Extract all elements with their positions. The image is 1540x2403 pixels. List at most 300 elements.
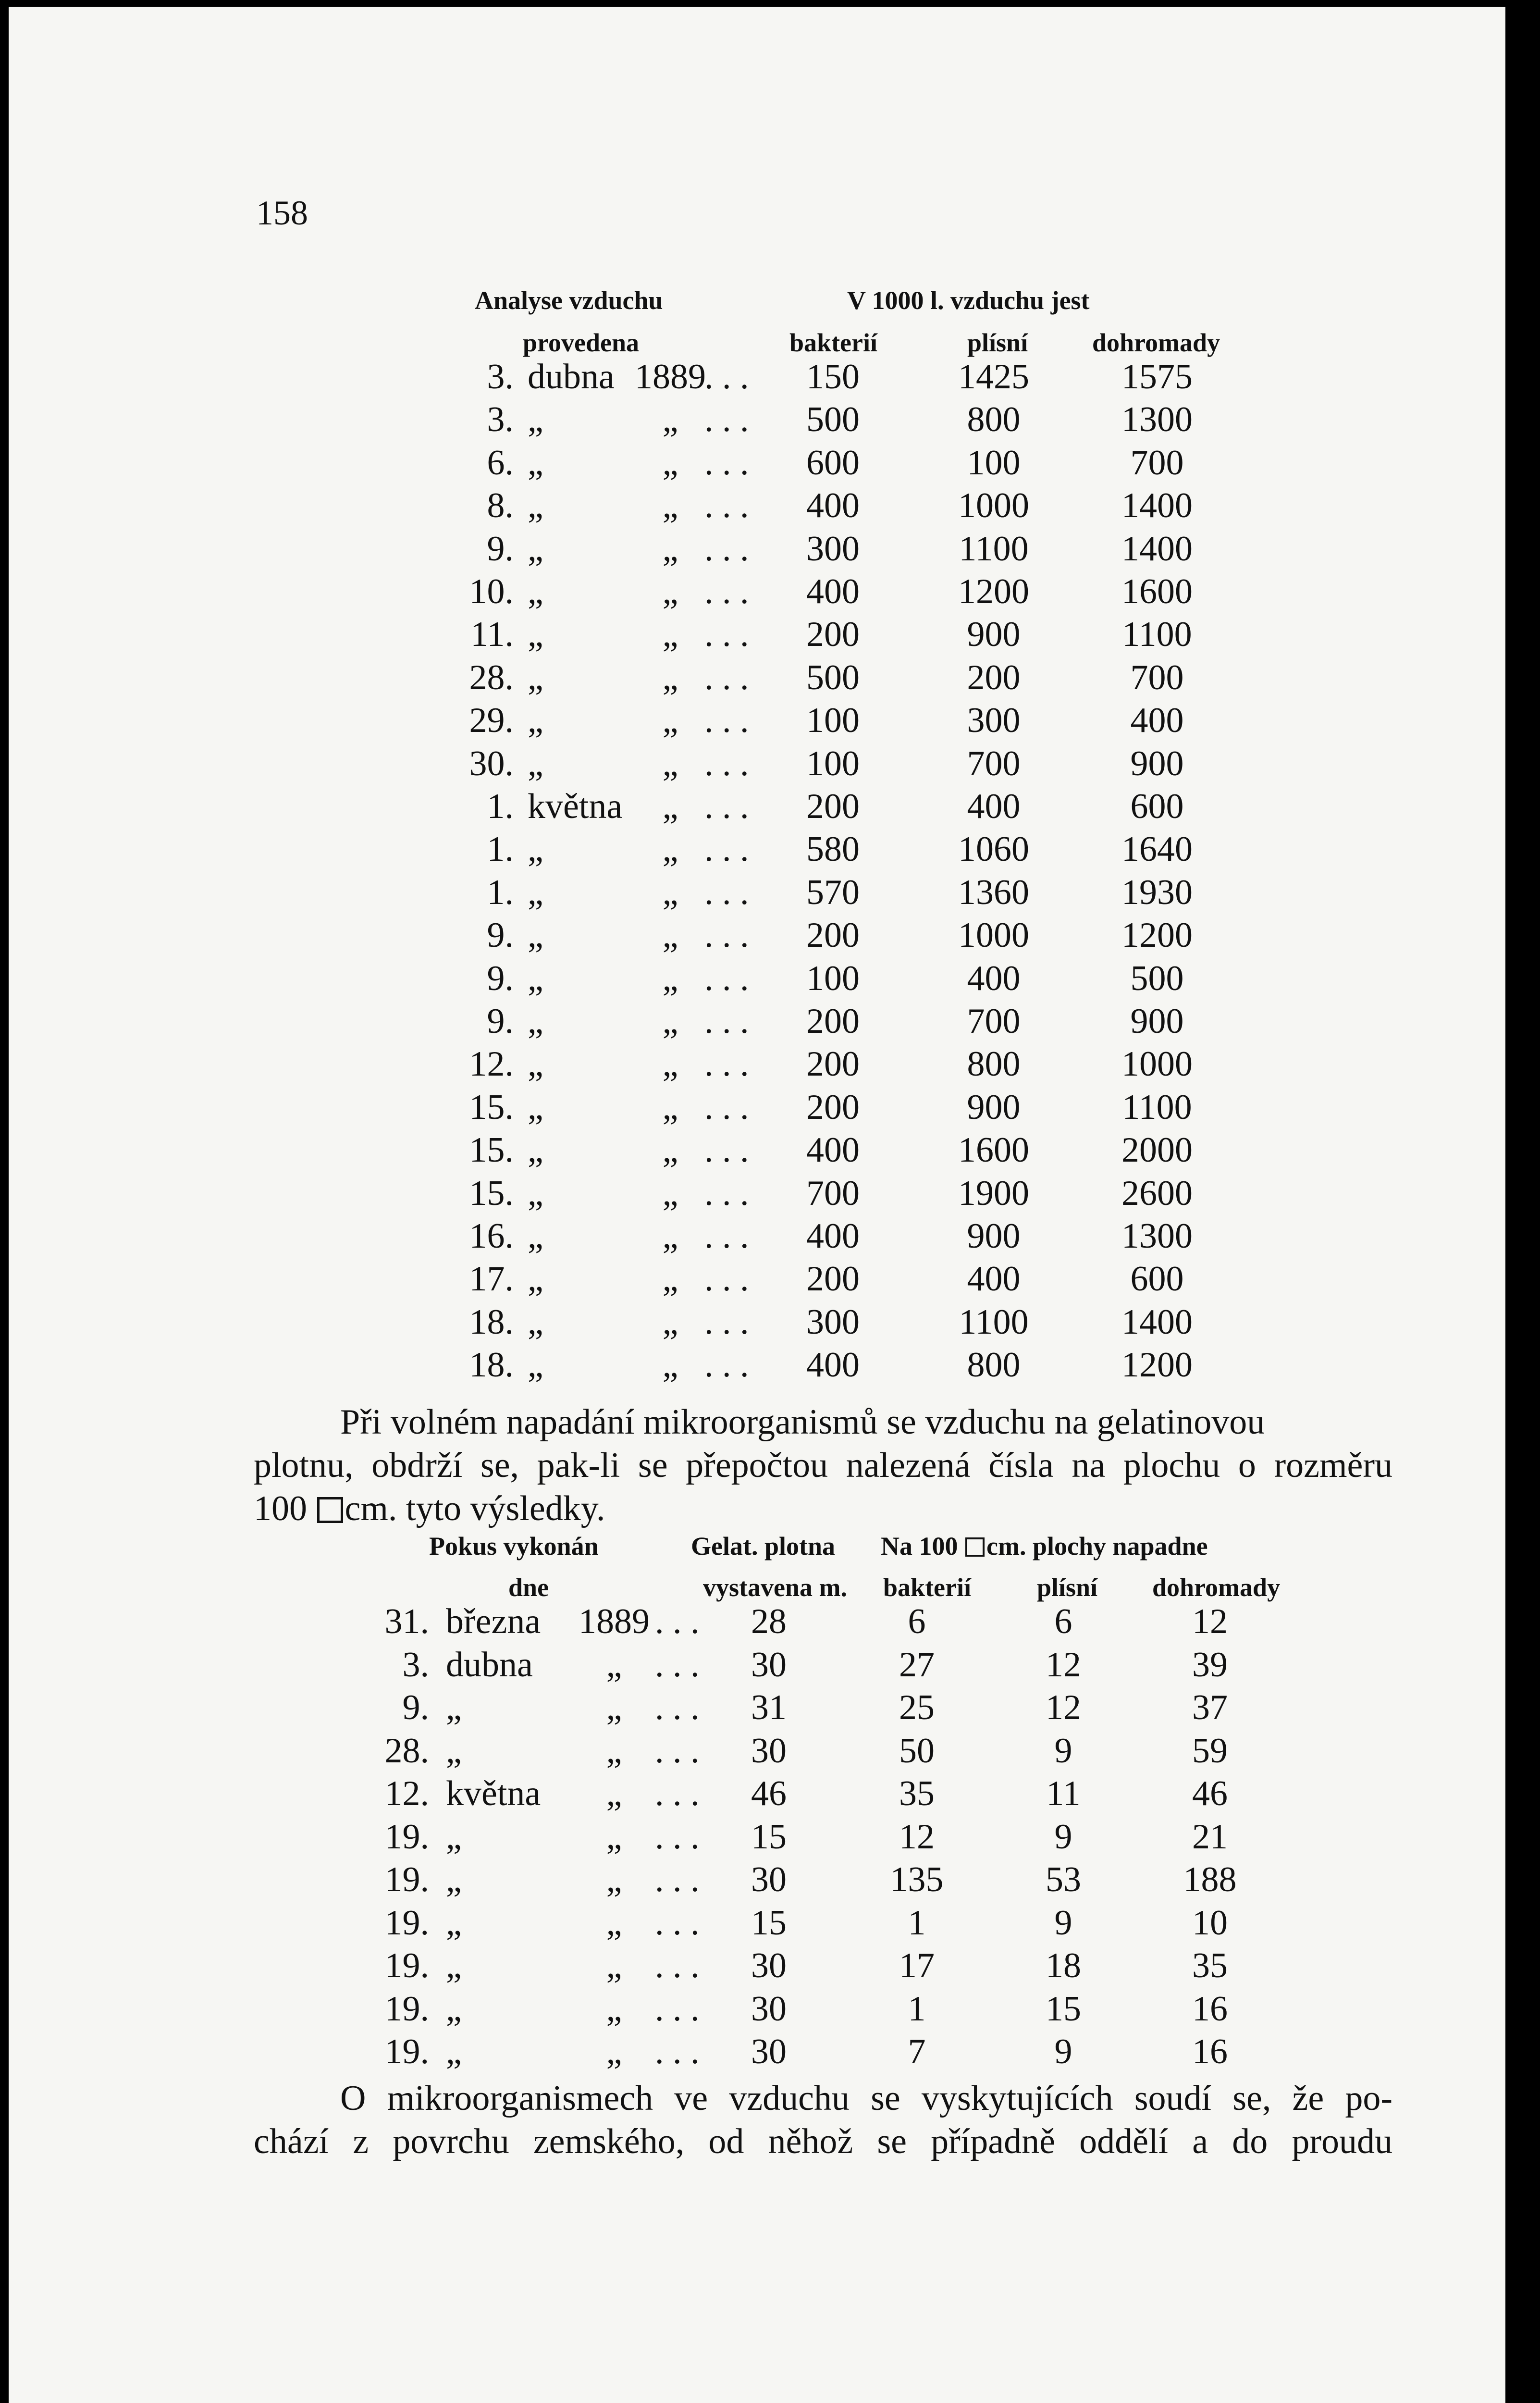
row-minutes: 15 — [751, 1903, 787, 1943]
row-month: „ — [446, 1946, 462, 1985]
row-year: „ — [662, 916, 678, 955]
row-year: „ — [606, 1731, 622, 1771]
paragraph-1-line-2: plotnu, obdrží se, pak-li se přepočtou nalezená čísla na plochu o rozměru — [254, 1446, 1392, 1485]
row-month: „ — [528, 1087, 543, 1127]
paragraph-2 — [254, 2077, 1392, 2163]
row-year: „ — [662, 486, 678, 526]
row-month: „ — [528, 1002, 543, 1041]
table-row — [9, 571, 1505, 615]
row-day: 19. — [384, 1860, 429, 1899]
row-bakterii: 400 — [806, 1345, 860, 1385]
row-dohromady: 39 — [1192, 1645, 1228, 1685]
table-row — [9, 915, 1505, 958]
row-dohromady: 16 — [1192, 1989, 1228, 2029]
square-unit-icon — [965, 1537, 985, 1557]
row-bakterii: 25 — [899, 1688, 935, 1727]
table-row — [9, 485, 1505, 529]
row-year: „ — [662, 872, 678, 912]
row-plisni: 1000 — [958, 486, 1029, 526]
row-dohromady: 1400 — [1121, 1302, 1193, 1342]
row-plisni: 800 — [967, 1044, 1021, 1084]
row-dohromady: 1400 — [1121, 486, 1193, 526]
row-dohromady: 2600 — [1121, 1173, 1193, 1213]
row-dohromady: 1100 — [1122, 1087, 1192, 1127]
t1-header-col1-line2: provedena — [523, 328, 640, 357]
row-year: „ — [662, 830, 678, 869]
t2-header-col1-line1: Pokus vykonán — [429, 1532, 599, 1561]
row-dohromady: 900 — [1130, 743, 1184, 783]
row-bakterii: 100 — [806, 958, 860, 998]
row-month: „ — [528, 1302, 543, 1342]
row-month: května — [446, 1774, 541, 1813]
row-dots: . . . — [704, 958, 749, 998]
row-bakterii: 7 — [908, 2032, 926, 2071]
row-dohromady: 1300 — [1121, 1216, 1193, 1256]
row-plisni: 700 — [967, 1002, 1021, 1041]
row-month: května — [528, 787, 623, 826]
row-dohromady: 37 — [1192, 1688, 1228, 1727]
t2-header-group — [881, 1531, 1208, 1561]
row-day: 15. — [469, 1173, 514, 1213]
row-bakterii: 35 — [899, 1774, 935, 1813]
row-year: „ — [606, 1860, 622, 1899]
row-plisni: 1200 — [958, 572, 1029, 611]
row-plisni: 800 — [967, 1345, 1021, 1385]
row-minutes: 30 — [751, 1989, 787, 2029]
table-row — [9, 443, 1505, 486]
row-day: 3. — [487, 400, 514, 440]
t2-header-col1-line2: dne — [508, 1573, 549, 1602]
t2-header-group-b: cm. plochy napadne — [986, 1532, 1208, 1561]
row-bakterii: 300 — [806, 1302, 860, 1342]
row-dots: . . . — [655, 1602, 700, 1641]
row-bakterii: 400 — [806, 486, 860, 526]
row-day: 9. — [402, 1688, 429, 1727]
row-minutes: 30 — [751, 1731, 787, 1771]
row-dohromady: 1600 — [1121, 572, 1193, 611]
row-dots: . . . — [704, 1259, 749, 1299]
table-row — [9, 829, 1505, 872]
row-dots: . . . — [704, 486, 749, 526]
row-year: „ — [662, 657, 678, 697]
row-plisni: 900 — [967, 1216, 1021, 1256]
row-bakterii: 150 — [806, 357, 860, 396]
row-day: 19. — [384, 1946, 429, 1985]
row-day: 3. — [487, 357, 514, 396]
paragraph-1-line-3-text: cm. tyto výsledky. — [345, 1489, 605, 1528]
table-row — [9, 1859, 1505, 1903]
row-dots: . . . — [655, 2032, 700, 2071]
row-bakterii: 200 — [806, 1002, 860, 1041]
row-bakterii: 200 — [806, 1259, 860, 1299]
row-month: „ — [446, 2032, 462, 2071]
row-day: 1. — [487, 872, 514, 912]
row-bakterii: 400 — [806, 1130, 860, 1170]
row-minutes: 30 — [751, 1645, 787, 1685]
row-dots: . . . — [655, 1817, 700, 1857]
row-month: dubna — [528, 357, 615, 396]
table-row — [9, 743, 1505, 787]
row-bakterii: 200 — [806, 1087, 860, 1127]
row-dots: . . . — [655, 1946, 700, 1985]
row-month: „ — [528, 1130, 543, 1170]
row-year: „ — [662, 1302, 678, 1342]
row-year: 1889 — [635, 357, 706, 396]
row-month: „ — [446, 1989, 462, 2029]
t2-header-bakterii: bakterií — [883, 1573, 971, 1602]
row-day: 15. — [469, 1087, 514, 1127]
row-day: 28. — [469, 657, 514, 697]
row-dots: . . . — [655, 1645, 700, 1685]
row-month: „ — [528, 400, 543, 440]
row-plisni: 9 — [1054, 1817, 1072, 1857]
square-unit-icon — [317, 1497, 343, 1523]
table-row — [9, 2031, 1505, 2075]
row-month: „ — [446, 1731, 462, 1771]
paragraph-2-line-2: chází z povrchu zemského, od něhož se případně oddělí a do proudu — [254, 2122, 1392, 2161]
row-dots: . . . — [704, 1173, 749, 1213]
row-month: „ — [528, 830, 543, 869]
row-plisni: 9 — [1054, 2032, 1072, 2071]
row-day: 28. — [384, 1731, 429, 1771]
row-month: „ — [528, 1345, 543, 1385]
row-month: „ — [528, 486, 543, 526]
row-month: března — [446, 1602, 541, 1641]
row-month: „ — [446, 1817, 462, 1857]
row-bakterii: 200 — [806, 615, 860, 655]
table-row — [9, 1645, 1505, 1688]
row-month: „ — [528, 1259, 543, 1299]
table-row — [9, 872, 1505, 916]
row-dots: . . . — [704, 443, 749, 483]
row-day: 9. — [487, 1002, 514, 1041]
table-row — [9, 1259, 1505, 1302]
row-dohromady: 35 — [1192, 1946, 1228, 1985]
table-row — [9, 1345, 1505, 1388]
row-month: „ — [528, 701, 543, 741]
row-plisni: 1600 — [958, 1130, 1029, 1170]
row-dohromady: 600 — [1130, 787, 1184, 826]
row-day: 19. — [384, 1817, 429, 1857]
row-plisni: 9 — [1054, 1903, 1072, 1943]
row-year: „ — [662, 1216, 678, 1256]
row-year: „ — [662, 1087, 678, 1127]
t2-header-gelat-line1: Gelat. plotna — [691, 1532, 836, 1561]
row-dots: . . . — [655, 1903, 700, 1943]
table-row — [9, 1773, 1505, 1817]
row-year: „ — [662, 1173, 678, 1213]
row-year: „ — [606, 1817, 622, 1857]
row-day: 10. — [469, 572, 514, 611]
row-year: „ — [662, 443, 678, 483]
row-year: „ — [662, 400, 678, 440]
table-row — [9, 399, 1505, 443]
row-month: „ — [528, 572, 543, 611]
row-plisni: 400 — [967, 1259, 1021, 1299]
table-row — [9, 700, 1505, 743]
row-dohromady: 1930 — [1121, 872, 1193, 912]
row-year: „ — [662, 529, 678, 569]
row-month: „ — [528, 1044, 543, 1084]
row-plisni: 1425 — [958, 357, 1029, 396]
row-plisni: 11 — [1046, 1774, 1081, 1813]
table-row — [9, 1001, 1505, 1044]
row-year: „ — [662, 1130, 678, 1170]
row-day: 12. — [384, 1774, 429, 1813]
row-year: „ — [662, 1044, 678, 1084]
row-dots: . . . — [704, 1130, 749, 1170]
row-bakterii: 600 — [806, 443, 860, 483]
table-row — [9, 1601, 1505, 1645]
row-year: „ — [606, 1645, 622, 1685]
row-month: „ — [528, 443, 543, 483]
table-row — [9, 1731, 1505, 1774]
row-month: „ — [528, 529, 543, 569]
row-day: 11. — [470, 615, 514, 655]
row-year: „ — [606, 1989, 622, 2029]
row-dohromady: 400 — [1130, 701, 1184, 741]
row-bakterii: 400 — [806, 572, 860, 611]
row-day: 16. — [469, 1216, 514, 1256]
row-dohromady: 1200 — [1121, 916, 1193, 955]
row-day: 15. — [469, 1130, 514, 1170]
row-day: 19. — [384, 1989, 429, 2029]
row-month: „ — [528, 1173, 543, 1213]
row-bakterii: 700 — [806, 1173, 860, 1213]
row-bakterii: 570 — [806, 872, 860, 912]
row-plisni: 18 — [1046, 1946, 1081, 1985]
row-year: „ — [606, 1688, 622, 1727]
row-day: 18. — [469, 1302, 514, 1342]
row-dohromady: 700 — [1130, 443, 1184, 483]
row-year: „ — [662, 615, 678, 655]
table-row — [9, 786, 1505, 830]
row-plisni: 100 — [967, 443, 1021, 483]
row-bakterii: 135 — [890, 1860, 944, 1899]
row-plisni: 300 — [967, 701, 1021, 741]
row-dots: . . . — [704, 1216, 749, 1256]
table-row — [9, 958, 1505, 1002]
row-dots: . . . — [704, 787, 749, 826]
row-dots: . . . — [704, 657, 749, 697]
row-bakterii: 500 — [806, 400, 860, 440]
row-dots: . . . — [655, 1989, 700, 2029]
row-bakterii: 400 — [806, 1216, 860, 1256]
row-bakterii: 50 — [899, 1731, 935, 1771]
row-day: 1. — [487, 787, 514, 826]
row-dots: . . . — [704, 1302, 749, 1342]
row-plisni: 1000 — [958, 916, 1029, 955]
row-dots: . . . — [655, 1731, 700, 1771]
row-dots: . . . — [704, 830, 749, 869]
row-plisni: 53 — [1046, 1860, 1081, 1899]
table-row — [9, 1687, 1505, 1731]
row-plisni: 800 — [967, 400, 1021, 440]
row-plisni: 12 — [1046, 1688, 1081, 1727]
row-plisni: 400 — [967, 958, 1021, 998]
row-month: „ — [528, 958, 543, 998]
row-dots: . . . — [704, 872, 749, 912]
paragraph-1 — [254, 1400, 1392, 1530]
row-dots: . . . — [704, 701, 749, 741]
row-dohromady: 600 — [1130, 1259, 1184, 1299]
table-row — [9, 1130, 1505, 1173]
row-dohromady: 21 — [1192, 1817, 1228, 1857]
row-year: „ — [606, 1946, 622, 1985]
row-month: „ — [528, 1216, 543, 1256]
row-minutes: 31 — [751, 1688, 787, 1727]
row-dohromady: 2000 — [1121, 1130, 1193, 1170]
row-dohromady: 1300 — [1121, 400, 1193, 440]
page-number: 158 — [256, 194, 308, 232]
row-day: 19. — [384, 2032, 429, 2071]
table-row — [9, 657, 1505, 701]
row-dohromady: 1400 — [1121, 529, 1193, 569]
row-dots: . . . — [704, 1087, 749, 1127]
row-day: 8. — [487, 486, 514, 526]
row-bakterii: 500 — [806, 657, 860, 697]
row-day: 1. — [487, 830, 514, 869]
row-dohromady: 700 — [1130, 657, 1184, 697]
row-dohromady: 1200 — [1121, 1345, 1193, 1385]
row-minutes: 30 — [751, 2032, 787, 2071]
row-bakterii: 200 — [806, 1044, 860, 1084]
row-dots: . . . — [655, 1688, 700, 1727]
row-plisni: 12 — [1046, 1645, 1081, 1685]
table-row — [9, 529, 1505, 572]
table-row — [9, 1903, 1505, 1946]
row-dohromady: 1000 — [1121, 1044, 1193, 1084]
row-month: „ — [528, 615, 543, 655]
row-day: 29. — [469, 701, 514, 741]
row-day: 3. — [402, 1645, 429, 1685]
row-dots: . . . — [655, 1860, 700, 1899]
row-plisni: 900 — [967, 615, 1021, 655]
row-dots: . . . — [704, 357, 749, 396]
row-dots: . . . — [704, 400, 749, 440]
row-bakterii: 300 — [806, 529, 860, 569]
row-dots: . . . — [704, 916, 749, 955]
row-bakterii: 1 — [908, 1903, 926, 1943]
paragraph-2-line-1: O mikroorganismech ve vzduchu se vyskytujících soudí se, že po- — [340, 2079, 1392, 2118]
t1-header-group: V 1000 l. vzduchu jest — [847, 286, 1090, 315]
table-row — [9, 614, 1505, 657]
row-bakterii: 580 — [806, 830, 860, 869]
row-month: „ — [528, 916, 543, 955]
t1-header-plisni: plísní — [967, 328, 1028, 357]
row-dots: . . . — [704, 1345, 749, 1385]
t1-header-bakterii: bakterií — [789, 328, 877, 357]
paragraph-1-number: 100 — [254, 1489, 307, 1528]
t1-header-dohromady: dohromady — [1092, 328, 1220, 357]
row-dots: . . . — [704, 1044, 749, 1084]
row-bakterii: 100 — [806, 743, 860, 783]
row-year: „ — [662, 572, 678, 611]
table-row — [9, 1173, 1505, 1216]
row-bakterii: 1 — [908, 1989, 926, 2029]
row-minutes: 30 — [751, 1860, 787, 1899]
row-day: 9. — [487, 529, 514, 569]
row-bakterii: 17 — [899, 1946, 935, 1985]
row-plisni: 15 — [1046, 1989, 1081, 2029]
table-row — [9, 357, 1505, 400]
row-year: „ — [662, 787, 678, 826]
row-day: 9. — [487, 916, 514, 955]
row-plisni: 6 — [1054, 1602, 1072, 1641]
paragraph-1-line-1: Při volném napadání mikroorganismů se vzduchu na gelatinovou — [340, 1402, 1265, 1442]
row-month: „ — [528, 872, 543, 912]
t2-header-group-a: Na 100 — [881, 1532, 958, 1561]
paragraph-1-line-3 — [254, 1487, 1392, 1530]
row-day: 31. — [384, 1602, 429, 1641]
row-bakterii: 6 — [908, 1602, 926, 1641]
row-plisni: 1900 — [958, 1173, 1029, 1213]
row-plisni: 400 — [967, 787, 1021, 826]
table-row — [9, 1989, 1505, 2032]
row-plisni: 200 — [967, 657, 1021, 697]
row-plisni: 1060 — [958, 830, 1029, 869]
row-minutes: 15 — [751, 1817, 787, 1857]
row-year: 1889 — [579, 1602, 650, 1641]
row-month: dubna — [446, 1645, 533, 1685]
table-row — [9, 1087, 1505, 1130]
t1-header-col1-line1: Analyse vzduchu — [475, 286, 663, 315]
row-month: „ — [528, 657, 543, 697]
row-month: „ — [446, 1688, 462, 1727]
row-minutes: 30 — [751, 1946, 787, 1985]
row-minutes: 46 — [751, 1774, 787, 1813]
row-month: „ — [528, 743, 543, 783]
row-dohromady: 900 — [1130, 1002, 1184, 1041]
table-row — [9, 1817, 1505, 1860]
row-bakterii: 12 — [899, 1817, 935, 1857]
row-year: „ — [662, 1345, 678, 1385]
row-month: „ — [446, 1903, 462, 1943]
row-bakterii: 100 — [806, 701, 860, 741]
t2-header-plisni: plísní — [1037, 1573, 1098, 1602]
row-plisni: 1100 — [959, 1302, 1029, 1342]
row-day: 17. — [469, 1259, 514, 1299]
row-year: „ — [662, 1259, 678, 1299]
row-bakterii: 200 — [806, 787, 860, 826]
row-day: 19. — [384, 1903, 429, 1943]
row-dohromady: 188 — [1183, 1860, 1237, 1899]
book-page — [9, 7, 1505, 2403]
row-dohromady: 12 — [1192, 1602, 1228, 1641]
row-dots: . . . — [704, 615, 749, 655]
table-row — [9, 1044, 1505, 1087]
row-day: 18. — [469, 1345, 514, 1385]
row-dots: . . . — [704, 572, 749, 611]
table-row — [9, 1216, 1505, 1259]
row-day: 30. — [469, 743, 514, 783]
row-year: „ — [662, 743, 678, 783]
row-plisni: 700 — [967, 743, 1021, 783]
row-bakterii: 200 — [806, 916, 860, 955]
row-dots: . . . — [655, 1774, 700, 1813]
row-dots: . . . — [704, 529, 749, 569]
row-year: „ — [606, 1774, 622, 1813]
row-plisni: 1360 — [958, 872, 1029, 912]
row-day: 12. — [469, 1044, 514, 1084]
row-dohromady: 1100 — [1122, 615, 1192, 655]
row-year: „ — [606, 1903, 622, 1943]
row-minutes: 28 — [751, 1602, 787, 1641]
row-day: 9. — [487, 958, 514, 998]
row-year: „ — [662, 701, 678, 741]
row-day: 6. — [487, 443, 514, 483]
row-month: „ — [446, 1860, 462, 1899]
